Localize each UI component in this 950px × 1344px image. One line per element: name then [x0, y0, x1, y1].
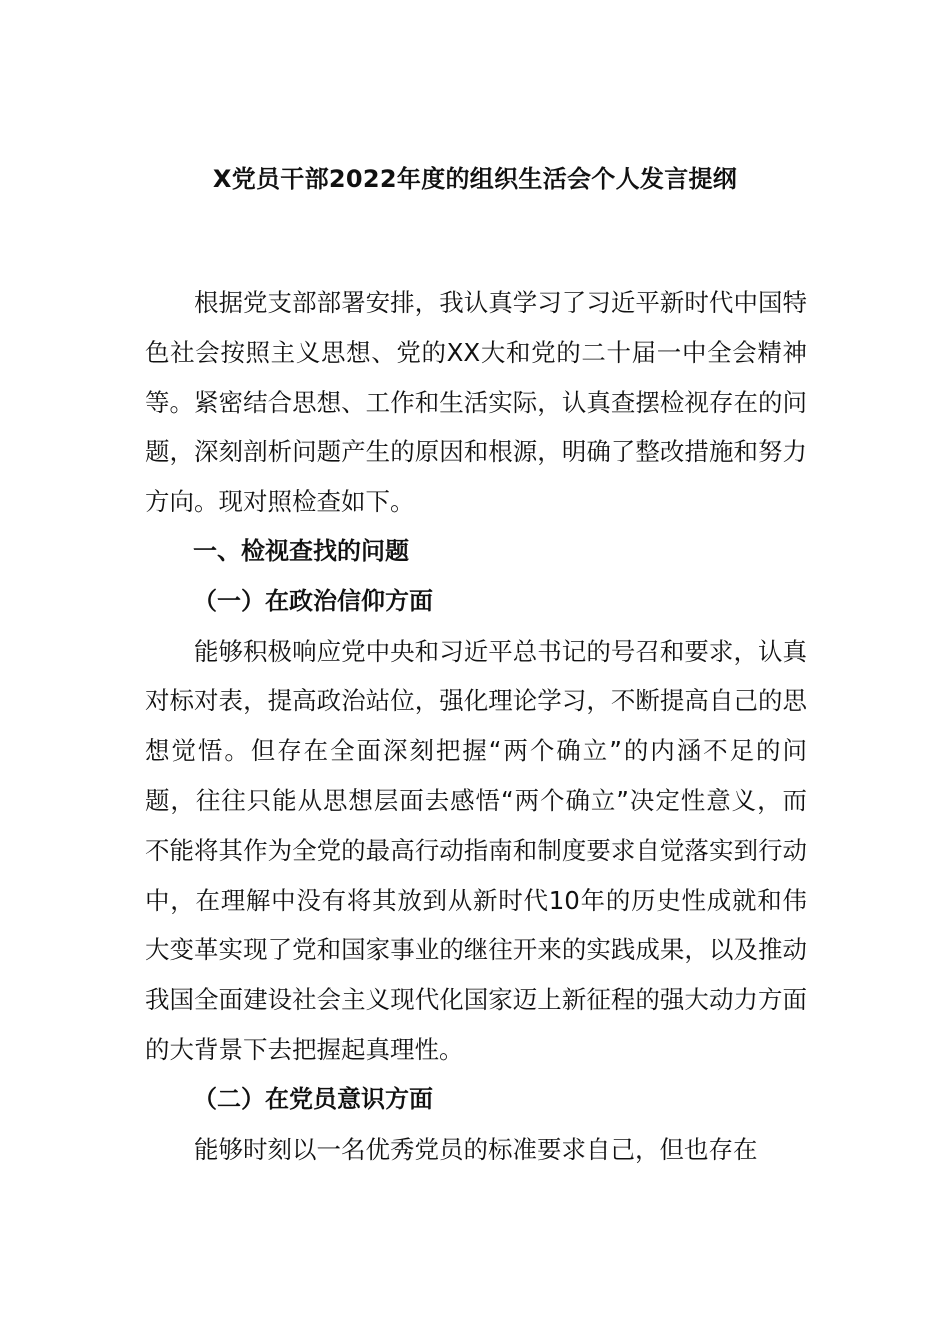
subsection-heading-political: （一）在政治信仰方面 — [193, 586, 433, 615]
political-paragraph: 能够积极响应党中央和习近平总书记的号召和要求，认真对标对表，提高政治站位，强化理论学习，不断提高自己的思想觉悟。但存在全面深刻把握“两个确立”的内涵不足的问题，往往只能从思想层面去感悟“两个确立”决定性意义，而不能将其作为全党的最高行动指南和制度要求自觉落实到行动中，在理解中没有将其放到从新时代10年的历史性成就和伟大变革实现了党和国家事业的继往开来的实践成果，以及推动我国全面建设社会主义现代化国家迈上新征程的强大动力方面的大背景下去把握起真理性。 — [145, 636, 807, 1064]
document-body — [145, 278, 807, 1174]
subsection-heading-party-awareness: （二）在党员意识方面 — [193, 1084, 433, 1113]
party-awareness-paragraph: 能够时刻以一名优秀党员的标准要求自己，但也存在 — [194, 1134, 758, 1164]
intro-paragraph: 根据党支部部署安排，我认真学习了习近平新时代中国特色社会按照主义思想、党的XX大和党的二十届一中全会精神等。紧密结合思想、工作和生活实际，认真查摆检视存在的问题，深刻剖析问题产生的原因和根源，明确了整改措施和努力方向。现对照检查如下。 — [145, 288, 807, 517]
document-title: X党员干部2022年度的组织生活会个人发言提纲 — [212, 165, 738, 193]
section-heading: 一、检视查找的问题 — [193, 536, 409, 565]
